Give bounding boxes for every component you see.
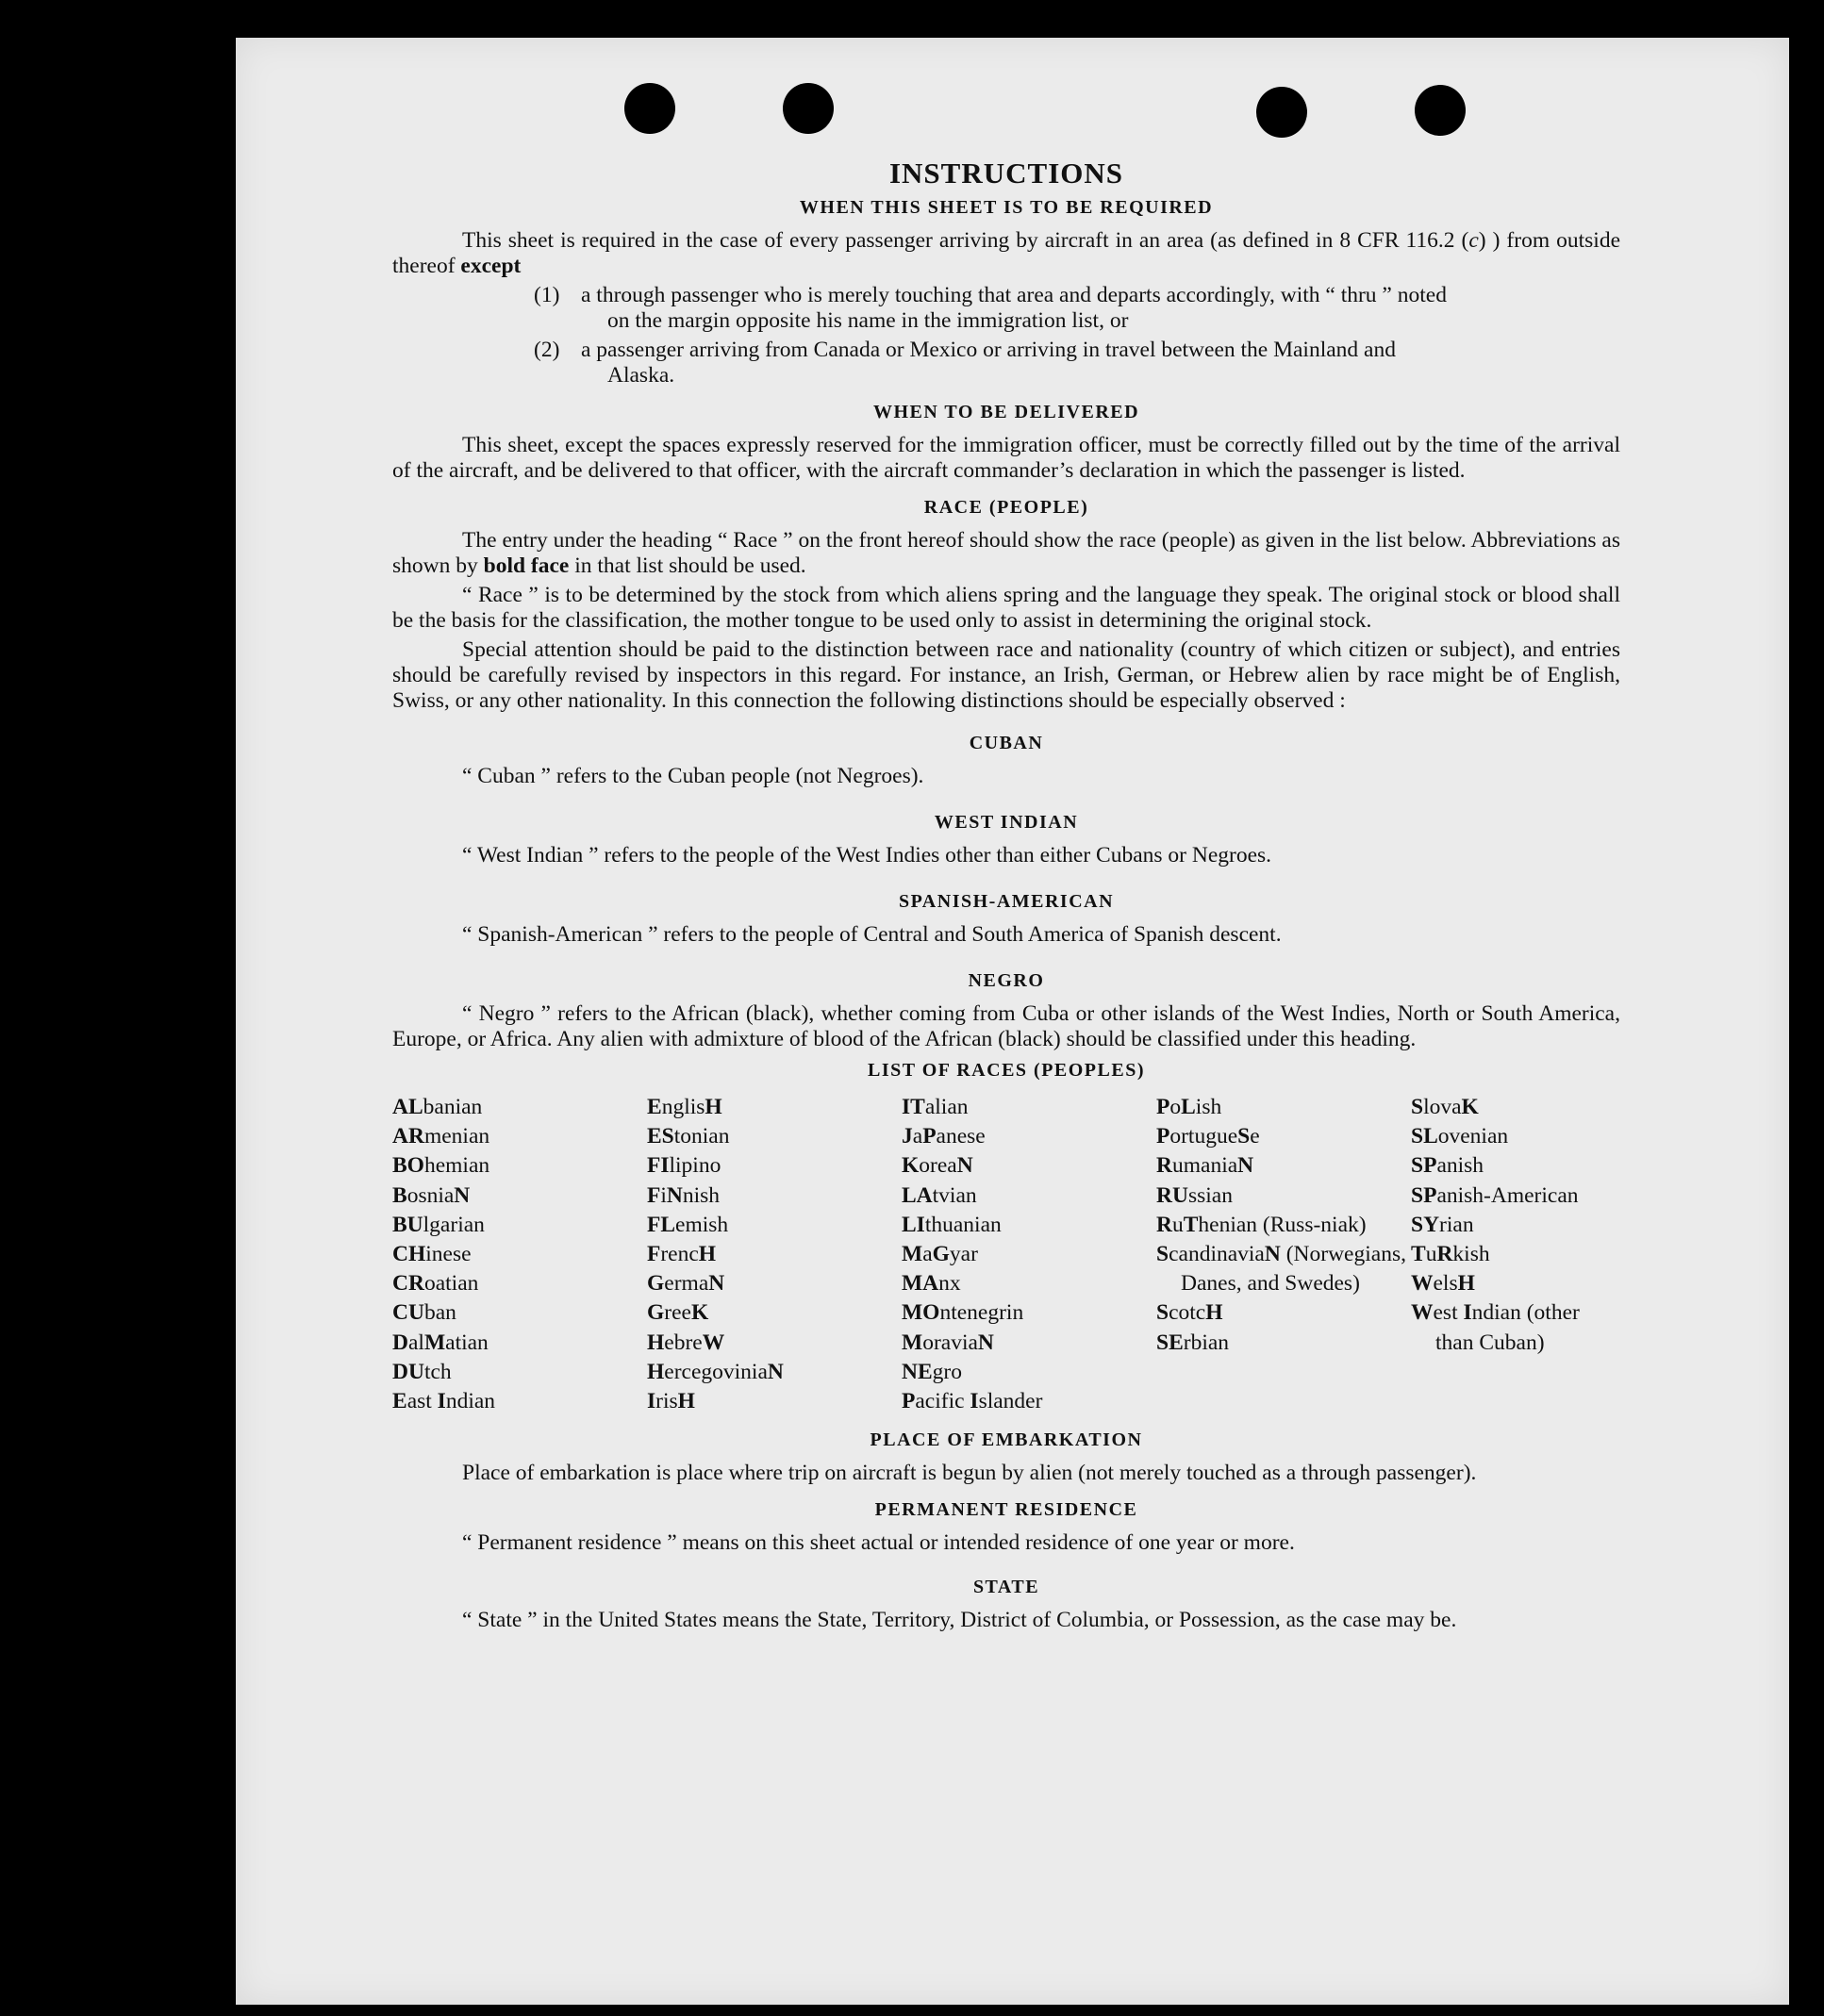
race-entry: West Indian (other than Cuban) [1411, 1300, 1580, 1355]
instruction-sheet [236, 38, 1789, 2005]
cuban-text: “ Cuban ” refers to the Cuban people (not Negroes). [462, 764, 924, 788]
race-paragraph-2: “ Race ” is to be determined by the stock from which aliens spring and the language they speak. The original stock or blood shall be the basis for the classification, the mother tongue to be used only to assist in determining the original stock. [392, 583, 1620, 633]
section-heading-when-required: WHEN THIS SHEET IS TO BE REQUIRED [799, 197, 1214, 218]
race-entry: BUlgarian [392, 1212, 485, 1237]
race-entry: ScotcH [1156, 1300, 1223, 1326]
race-entry: NEgro [902, 1359, 962, 1384]
race-entry: ITalian [902, 1095, 969, 1119]
race-entry: MaGyar [902, 1242, 978, 1267]
race-entry: EnglisH [647, 1095, 722, 1119]
state-text: “ State ” in the United States means the State, Territory, District of Columbia, or Possession, as the case may be. [462, 1608, 1457, 1633]
race-entry: LIthuanian [902, 1212, 1002, 1237]
when-delivered-text: This sheet, except the spaces expressly reserved for the immigration officer, must be correctly filled out by the time of the arrival of the aircraft, and be delivered to that officer, with the aircraft commander’s declaration in which the passenger is listed. [392, 433, 1620, 483]
race-entry: LAtvian [902, 1182, 977, 1208]
west-indian-text: “ West Indian ” refers to the people of the West Indies other than either Cubans or Negroes. [462, 843, 1272, 868]
race-entry: KoreaN [902, 1153, 973, 1179]
race-entry: SYrian [1411, 1212, 1474, 1237]
race-entry: ARmenian [392, 1124, 490, 1149]
embarkation-text: Place of embarkation is place where trip on aircraft is begun by alien (not merely touched as a through passenger). [462, 1461, 1477, 1486]
race-column [1411, 1093, 1620, 1416]
race-column [392, 1093, 647, 1416]
section-heading-cuban: CUBAN [969, 733, 1044, 753]
race-entry: DalMatian [392, 1330, 489, 1355]
race-entry: HebreW [647, 1330, 725, 1355]
race-entry: CHinese [392, 1242, 472, 1267]
races-list [392, 1093, 1620, 1416]
race-entry: EStonian [647, 1124, 730, 1149]
race-entry: ScandinaviaN (Norwegians, Danes, and Swedes) [1156, 1242, 1406, 1297]
negro-text: “ Negro ” refers to the African (black), whether coming from Cuba or other islands of the West Indies, North or South America, Europe, or Africa. Any alien with admixture of blood of the African (black) should be classified under this heading. [392, 1001, 1620, 1051]
race-entry: MAnx [902, 1271, 961, 1297]
race-entry: HercegoviniaN [647, 1359, 784, 1384]
race-entry: ALbanian [392, 1095, 483, 1119]
race-paragraph-1: The entry under the heading “ Race ” on the front hereof should show the race (people) as given in the list below. Abbreviations as shown by bold face in that list should be used. [392, 528, 1620, 578]
race-entry: MoraviaN [902, 1330, 994, 1355]
race-column [647, 1093, 902, 1416]
section-heading-when-delivered: WHEN TO BE DELIVERED [872, 402, 1140, 422]
race-entry: JaPanese [902, 1124, 986, 1149]
race-entry: FiNnish [647, 1182, 721, 1208]
race-entry: GermaN [647, 1271, 725, 1297]
race-entry: PortugueSe [1156, 1124, 1260, 1149]
race-entry: BOhemian [392, 1153, 490, 1179]
section-heading-west-indian: WEST INDIAN [934, 812, 1079, 833]
spanish-american-text: “ Spanish-American ” refers to the people of Central and South America of Spanish descent. [462, 922, 1282, 947]
document-body [392, 157, 1621, 1637]
race-entry: SLovenian [1411, 1124, 1509, 1149]
section-heading-race: RACE (PEOPLE) [923, 497, 1089, 518]
race-entry: SPanish-American [1411, 1182, 1579, 1208]
race-entry: PoLish [1156, 1095, 1222, 1119]
punch-hole [624, 83, 675, 134]
race-entry: East Indian [392, 1389, 496, 1414]
race-entry: RumaniaN [1156, 1153, 1254, 1179]
when-required-intro: This sheet is required in the case of every passenger arriving by aircraft in an area (as defined in 8 CFR 116.2 (c) ) from outside thereof except [392, 228, 1621, 278]
race-entry: RUssian [1156, 1182, 1233, 1208]
punch-hole [1415, 85, 1466, 136]
race-entry: SlovaK [1411, 1095, 1479, 1119]
section-heading-embarkation: PLACE OF EMBARKATION [870, 1429, 1143, 1451]
race-entry: MOntenegrin [902, 1300, 1024, 1326]
race-entry: CRoatian [392, 1271, 479, 1297]
exception-item: (2) a passenger arriving from Canada or Mexico or arriving in travel between the Mainland and Alaska. [534, 338, 1396, 388]
punch-hole [783, 83, 834, 134]
race-entry: CUban [392, 1300, 456, 1326]
race-entry: SErbian [1156, 1330, 1230, 1355]
race-entry: IrisH [647, 1389, 695, 1414]
section-heading-state: STATE [972, 1577, 1040, 1598]
page-title: INSTRUCTIONS [888, 157, 1123, 190]
race-entry: WelsH [1411, 1271, 1475, 1297]
race-entry: FLemish [647, 1212, 729, 1237]
race-entry: DUtch [392, 1359, 452, 1384]
section-heading-residence: PERMANENT RESIDENCE [874, 1499, 1138, 1521]
race-entry: GreeK [647, 1300, 709, 1326]
exception-item: (1) a through passenger who is merely touching that area and departs accordingly, with “ thru ” noted on the margin opposite his name in the immigration list, or [534, 283, 1447, 333]
residence-text: “ Permanent residence ” means on this sheet actual or intended residence of one year or more. [462, 1530, 1295, 1556]
punch-hole [1256, 87, 1307, 138]
section-heading-list-of-races: LIST OF RACES (PEOPLES) [867, 1060, 1145, 1081]
section-heading-spanish-american: SPANISH-AMERICAN [898, 891, 1115, 912]
race-entry: BosniaN [392, 1182, 471, 1208]
race-entry: TuRkish [1411, 1242, 1490, 1267]
race-entry: Pacific Islander [902, 1389, 1043, 1414]
race-entry: FIlipino [647, 1153, 721, 1179]
race-column [902, 1093, 1156, 1416]
section-heading-negro: NEGRO [968, 970, 1045, 991]
race-entry: SPanish [1411, 1153, 1484, 1179]
race-entry: FrencH [647, 1242, 717, 1267]
race-column [1156, 1093, 1411, 1416]
race-paragraph-3: Special attention should be paid to the distinction between race and nationality (country of which citizen or subject), and entries should be carefully revised by inspectors in this regard. For instance, an Irish, German, or Hebrew alien by race might be of English, Swiss, or any other nationality. In this connection the following distinctions should be especially observed : [392, 637, 1620, 713]
race-entry: RuThenian (Russ-niak) [1156, 1212, 1367, 1237]
